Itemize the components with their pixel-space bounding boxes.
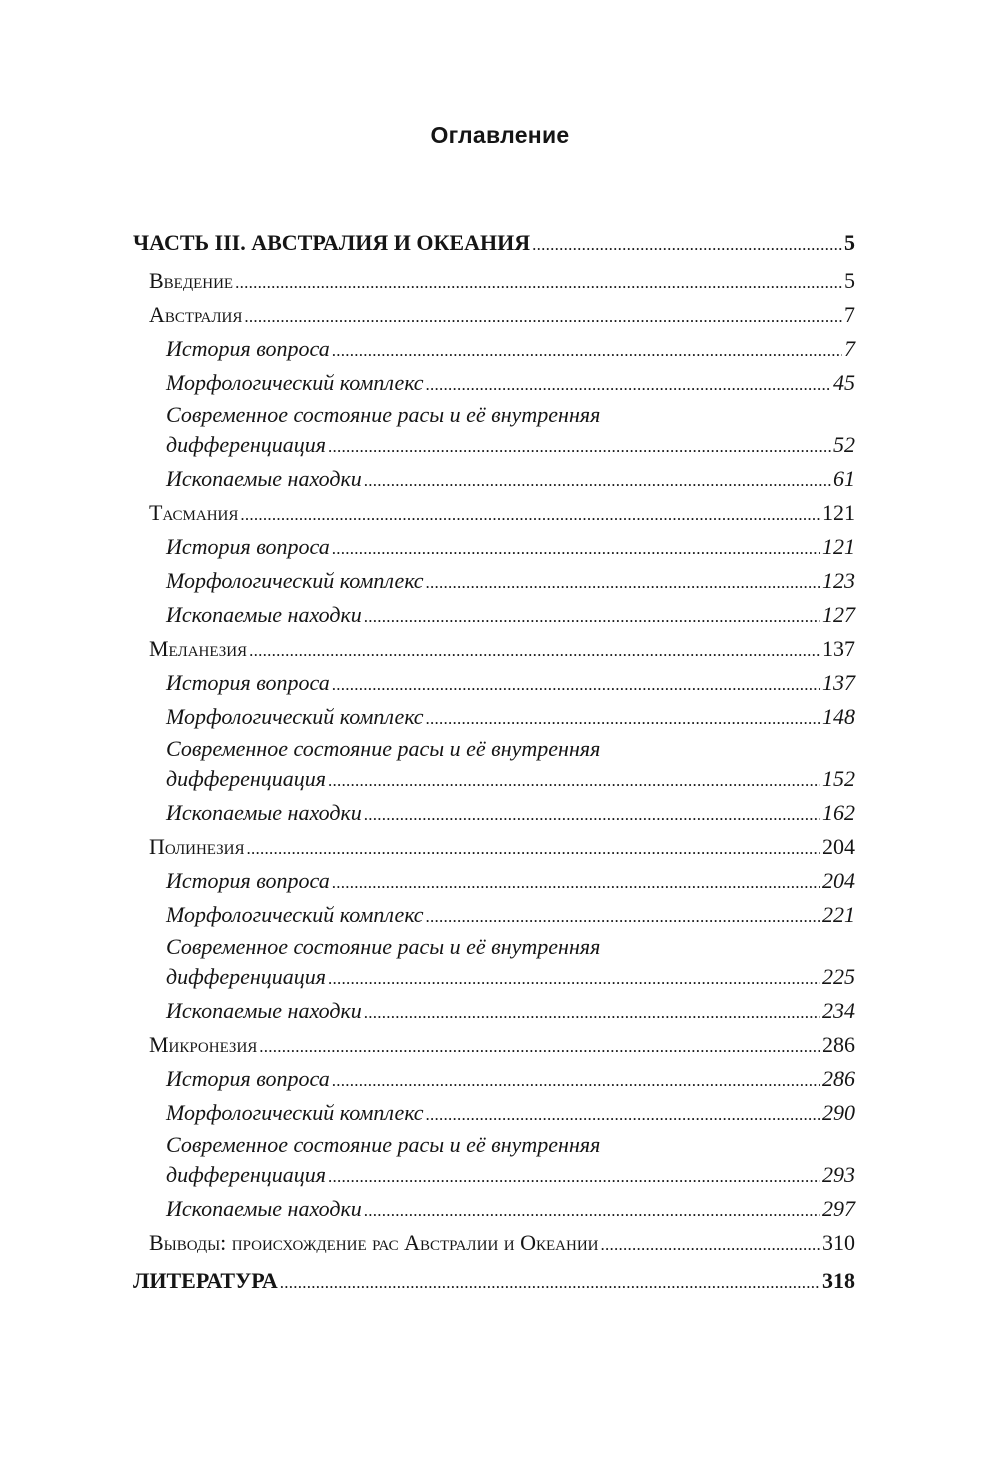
toc-entry-page: 137 [822, 670, 855, 695]
toc-entry-micronesia-morph[interactable] [133, 1097, 855, 1131]
toc-entry-australia-history[interactable] [133, 333, 855, 367]
toc-entry-label: Ископаемые находки [166, 1196, 362, 1221]
toc-entry-label: История вопроса [166, 670, 330, 695]
toc-entry-page: 45 [833, 370, 855, 395]
toc-entry-tasmania-fossil[interactable] [133, 599, 855, 633]
toc-entry-polynesia-modern[interactable] [133, 933, 855, 995]
toc-entry-australia-modern[interactable] [133, 401, 855, 463]
toc-entry-label: Ископаемые находки [166, 602, 362, 627]
toc-entry-page: 297 [822, 1196, 855, 1221]
toc-entry-micronesia-history[interactable] [133, 1063, 855, 1097]
toc-entry-label-line1: Современное состояние расы и её внутренняя [166, 736, 601, 761]
toc-entry-page: 221 [822, 902, 855, 927]
toc-entry-polynesia-history[interactable] [133, 865, 855, 899]
toc-entry-part-3[interactable] [133, 227, 855, 261]
toc-entry-page: 162 [822, 800, 855, 825]
toc-entry-label: История вопроса [166, 336, 330, 361]
toc-entry-label-line2: дифференциация [166, 1162, 327, 1187]
toc-entry-page: 225 [822, 964, 855, 989]
toc-entry-label: Морфологический комплекс [166, 1100, 424, 1125]
toc-entry-page: 7 [844, 336, 855, 361]
toc-entry-literature[interactable] [133, 1265, 855, 1299]
toc-entry-page: 7 [844, 302, 855, 327]
toc-entry-polynesia-morph[interactable] [133, 899, 855, 933]
toc-entry-polynesia-fossil[interactable] [133, 995, 855, 1029]
toc-entry-label: ЛИТЕРАТУРА [133, 1268, 278, 1293]
toc-entry-page: 286 [822, 1066, 855, 1091]
toc-entry-page: 127 [822, 602, 855, 627]
toc-entry-label-line2: дифференциация [166, 766, 327, 791]
toc-entry-intro[interactable] [133, 265, 855, 299]
toc-entry-label: Морфологический комплекс [166, 704, 424, 729]
page-title: Оглавление [430, 122, 570, 148]
toc-entry-label-line1: Современное состояние расы и её внутренняя [166, 1132, 601, 1157]
toc-entry-page: 293 [822, 1162, 855, 1187]
toc-entry-page: 204 [822, 868, 855, 893]
toc-entry-micronesia[interactable] [133, 1029, 855, 1063]
toc-entry-page: 148 [822, 704, 855, 729]
table-of-contents [133, 227, 855, 1299]
toc-entry-australia-morph[interactable] [133, 367, 855, 401]
toc-entry-tasmania-history[interactable] [133, 531, 855, 565]
toc-entry-label: Меланезия [149, 636, 248, 661]
toc-entry-label: Ископаемые находки [166, 998, 362, 1023]
toc-entry-tasmania-morph[interactable] [133, 565, 855, 599]
toc-entry-page: 152 [822, 766, 855, 791]
toc-entry-page: 318 [822, 1268, 855, 1293]
toc-entry-melanesia-morph[interactable] [133, 701, 855, 735]
toc-entry-label: История вопроса [166, 534, 330, 559]
toc-entry-page: 204 [822, 834, 855, 859]
toc-entry-label: Австралия [149, 302, 243, 327]
toc-entry-label: Морфологический комплекс [166, 902, 424, 927]
toc-entry-label: Микронезия [149, 1032, 258, 1057]
toc-entry-page: 121 [822, 534, 855, 559]
toc-entry-page: 123 [822, 568, 855, 593]
toc-entry-page: 61 [833, 466, 855, 491]
toc-entry-micronesia-modern[interactable] [133, 1131, 855, 1193]
toc-entry-label: История вопроса [166, 1066, 330, 1091]
toc-entry-page: 310 [822, 1230, 855, 1255]
toc-entry-label-line1: Современное состояние расы и её внутренняя [166, 402, 601, 427]
toc-entry-page: 286 [822, 1032, 855, 1057]
toc-entry-label: Тасмания [149, 500, 239, 525]
toc-entry-label-line1: Современное состояние расы и её внутренняя [166, 934, 601, 959]
toc-entry-micronesia-fossil[interactable] [133, 1193, 855, 1227]
toc-entry-label: Введение [149, 268, 234, 293]
toc-entry-label: История вопроса [166, 868, 330, 893]
toc-entry-melanesia[interactable] [133, 633, 855, 667]
toc-entry-page: 121 [822, 500, 855, 525]
toc-entry-page: 234 [822, 998, 855, 1023]
toc-entry-australia-fossil[interactable] [133, 463, 855, 497]
toc-entry-page: 52 [833, 432, 855, 457]
toc-entry-label-line2: дифференциация [166, 432, 327, 457]
toc-entry-page: 290 [822, 1100, 855, 1125]
toc-entry-melanesia-fossil[interactable] [133, 797, 855, 831]
toc-entry-label: Выводы: происхождение рас Австралии и Океании [149, 1230, 599, 1255]
toc-entry-polynesia[interactable] [133, 831, 855, 865]
toc-entry-page: 5 [844, 268, 855, 293]
toc-entry-label: Ископаемые находки [166, 466, 362, 491]
toc-entry-page: 5 [844, 230, 855, 255]
toc-entry-label-line2: дифференциация [166, 964, 327, 989]
toc-entry-label: Полинезия [149, 834, 245, 859]
toc-entry-page: 137 [822, 636, 855, 661]
toc-entry-melanesia-history[interactable] [133, 667, 855, 701]
toc-entry-label: Морфологический комплекс [166, 568, 424, 593]
toc-entry-label: Морфологический комплекс [166, 370, 424, 395]
toc-entry-australia[interactable] [133, 299, 855, 333]
toc-entry-tasmania[interactable] [133, 497, 855, 531]
toc-entry-melanesia-modern[interactable] [133, 735, 855, 797]
toc-entry-label: Ископаемые находки [166, 800, 362, 825]
toc-entry-conclusions[interactable] [133, 1227, 855, 1261]
toc-entry-label: ЧАСТЬ III. АВСТРАЛИЯ И ОКЕАНИЯ [133, 230, 531, 255]
